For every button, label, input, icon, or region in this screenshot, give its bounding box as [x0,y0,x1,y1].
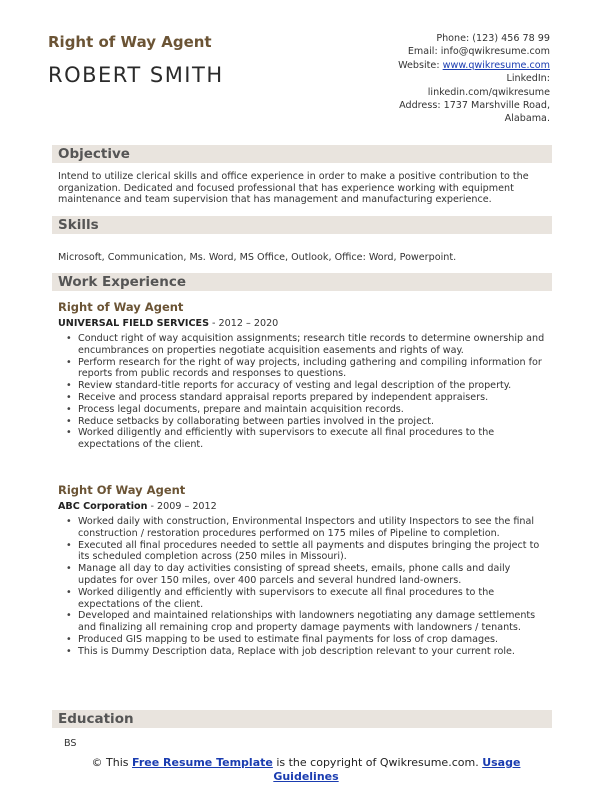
work-experience-heading: Work Experience [52,273,552,291]
list-item: • Executed all final procedures needed to settle all payments and disputes bringing the project to its scheduled completion across (250 miles in Missouri). [78,540,552,564]
linkedin-value: linkedin.com/qwikresume [427,86,550,98]
list-item: • Process legal documents, prepare and maintain acquisition records. [78,404,552,416]
free-resume-template-link[interactable]: Free Resume Template [132,756,273,769]
skills-text: Microsoft, Communication, Ms. Word, MS Office, Outlook, Office: Word, Powerpoint. [58,252,457,263]
job-1-company: UNIVERSAL FIELD SERVICES [58,318,209,329]
list-item: • Developed and maintained relationships with landowners negotiating any damage settlements and finalizing all remaining crop and property damage payments with landowners / tenants. [78,610,552,634]
job-2-company: ABC Corporation [58,501,148,512]
website-label: Website: [398,59,443,71]
skills-heading: Skills [52,216,552,234]
address-line1: Address: 1737 Marshville Road, [399,100,550,112]
list-item: • Perform research for the right of way projects, including gathering and compiling information for reports from public records and responses to questions. [78,357,552,381]
list-item: • Conduct right of way acquisition assignments; research title records to determine ownership and encumbrances on properties negotiate acquisition easements and rights of way. [78,333,552,357]
list-item: • This is Dummy Description data, Replace with job description relevant to your current role. [78,646,552,658]
usage-guidelines-link-2[interactable]: Guidelines [273,769,339,783]
job-2-bullets [58,516,552,658]
website-line [340,59,550,72]
usage-guidelines-link[interactable]: Usage [482,756,521,769]
list-item: • Produced GIS mapping to be used to estimate final payments for loss of crop damages. [78,634,552,646]
list-item: • Reduce setbacks by collaborating between parties involved in the project. [78,416,552,428]
contact-block [340,32,550,126]
job-2-company-line [58,501,217,512]
job-2-dates: - 2009 – 2012 [147,501,217,512]
copyright-footer [0,756,612,783]
job-1-bullets [58,333,552,451]
job-1-title: Right of Way Agent [58,300,184,314]
resume-header [48,32,224,88]
list-item: • Review standard-title reports for accuracy of vesting and legal description of the property. [78,380,552,392]
list-item: • Receive and process standard appraisal reports prepared by independent appraisers. [78,392,552,404]
footer-prefix: © This [91,756,133,769]
candidate-name: ROBERT SMITH [48,63,224,87]
objective-heading: Objective [52,145,552,163]
job-1-dates: - 2012 – 2020 [209,318,279,329]
email-text: Email: info@qwikresume.com [407,46,550,58]
list-item: • Worked diligently and efficiently with supervisors to execute all final procedures to the expectations of the client. [78,587,552,611]
objective-text: Intend to utilize clerical skills and office experience in order to make a positive contribution to the organization. Dedicated and focused professional that has experience working with equipment maintenance and team supervision that has management and manufacturing experience. [58,171,529,206]
phone-text: Phone: (123) 456 78 99 [436,33,550,44]
job-1-company-line [58,318,278,329]
website-link[interactable]: www.qwikresume.com [442,59,550,71]
list-item: • Worked diligently and efficiently with supervisors to execute all final procedures to the expectations of the client. [78,427,552,451]
job-title: Right of Way Agent [48,33,212,51]
footer-middle: is the copyright of Qwikresume.com. [272,756,483,769]
linkedin-label: LinkedIn: [506,73,550,85]
list-item: • Manage all day to day activities consisting of spread sheets, emails, phone calls and daily updates for over 150 miles, over 400 parcels and several hundred land-owners. [78,563,552,587]
education-text: BS [64,738,77,749]
list-item: • Worked daily with construction, Environmental Inspectors and utility Inspectors to see the final construction / restoration procedures performed on 175 miles of Pipeline to completion. [78,516,552,540]
education-heading: Education [52,710,552,728]
address-line2: Alabama. [504,113,550,125]
job-2-title: Right Of Way Agent [58,483,186,497]
